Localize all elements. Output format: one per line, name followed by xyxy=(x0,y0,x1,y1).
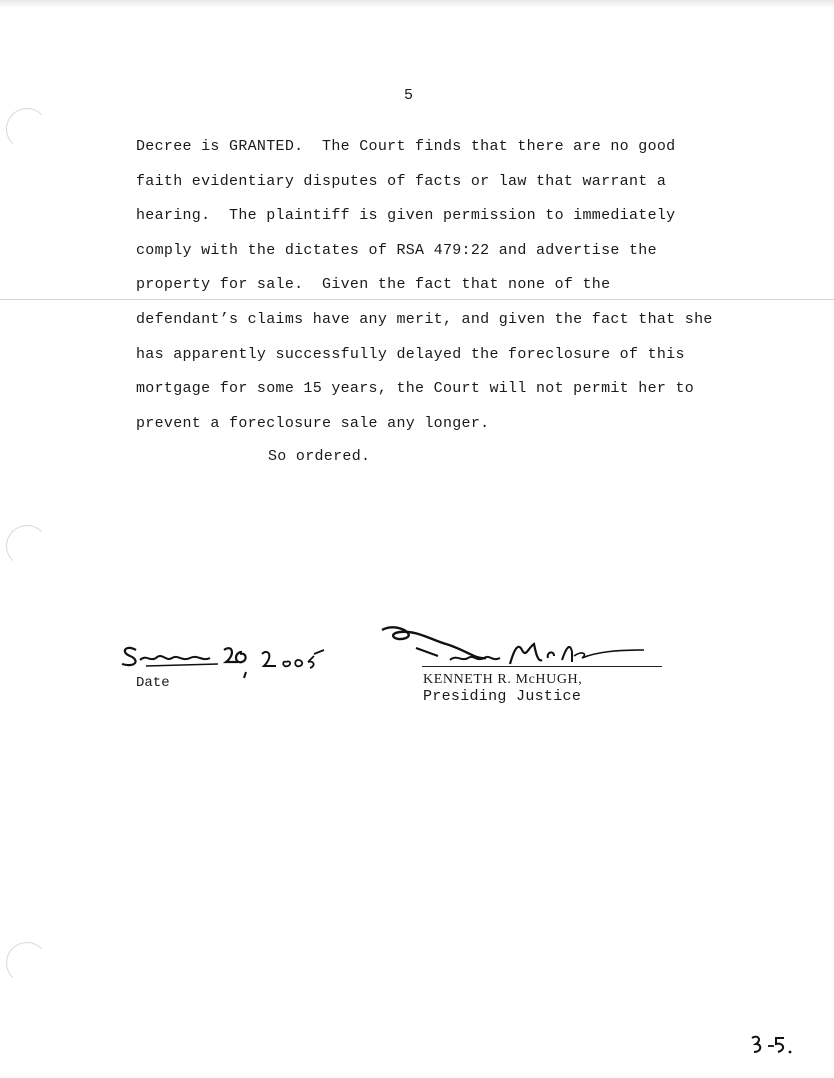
date-block xyxy=(118,638,348,698)
scan-top-edge xyxy=(0,0,834,8)
signature-block xyxy=(376,620,676,720)
punch-hole-top xyxy=(6,108,48,150)
body-line: mortgage for some 15 years, the Court will not permit her to xyxy=(136,380,695,398)
date-label: Date xyxy=(136,675,170,691)
body-line: has apparently successfully delayed the foreclosure of this xyxy=(136,345,685,363)
body-line: faith evidentiary disputes of facts or law that warrant a xyxy=(136,172,667,190)
body-line: Decree is GRANTED. The Court finds that there are no good xyxy=(136,138,676,155)
punch-hole-bottom xyxy=(6,942,48,984)
closing-statement: So ordered. xyxy=(268,448,371,465)
body-line: prevent a foreclosure sale any longer. xyxy=(136,414,490,432)
justice-name: KENNETH R. McHUGH, xyxy=(423,672,583,687)
signature-line xyxy=(422,666,662,667)
punch-hole-middle xyxy=(6,525,48,567)
body-line: comply with the dictates of RSA 479:22 and advertise the xyxy=(136,241,657,259)
handwritten-signature xyxy=(376,620,676,670)
justice-title: Presiding Justice xyxy=(423,688,582,705)
handwritten-page-mark xyxy=(746,1030,796,1060)
body-line: hearing. The plaintiff is given permission to immediately xyxy=(136,207,676,225)
body-paragraph xyxy=(136,130,796,441)
body-line: property for sale. Given the fact that none of the xyxy=(136,276,611,294)
body-line: defendant’s claims have any merit, and given the fact that she xyxy=(136,310,713,328)
page-number: 5 xyxy=(404,87,414,104)
